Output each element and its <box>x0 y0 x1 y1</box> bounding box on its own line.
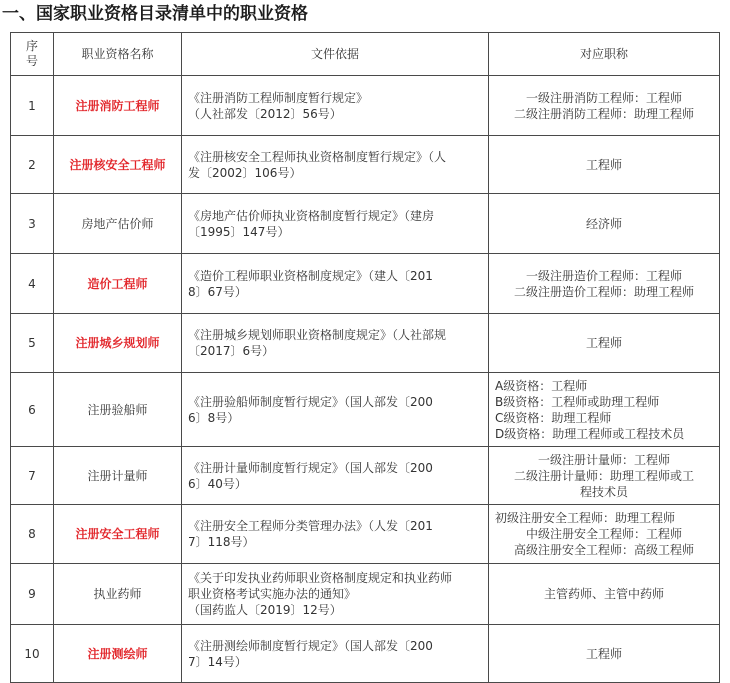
basis-line: 《关于印发执业药师职业资格制度规定和执业药师 <box>188 571 453 585</box>
basis-line: （国药监人〔2019〕12号） <box>188 603 342 617</box>
title-line: 工程师 <box>585 336 622 350</box>
basis-line: 《注册消防工程师制度暂行规定》 <box>188 90 369 105</box>
basis-line: 职业资格考试实施办法的通知》 <box>188 587 357 601</box>
corresponding-title <box>489 76 720 136</box>
basis-line: 《房地产估价师执业资格制度暂行规定》（建房 <box>188 208 435 223</box>
qualification-name: 造价工程师 <box>54 254 182 314</box>
header-basis: 文件依据 <box>182 33 489 76</box>
document-basis <box>182 194 489 254</box>
title-line: 一级注册消防工程师：工程师 <box>525 90 682 105</box>
header-index-label: 序号 <box>25 39 38 68</box>
basis-line: 6〕40号） <box>188 476 247 491</box>
corresponding-title <box>489 564 720 625</box>
section-heading: 一、国家职业资格目录清单中的职业资格 <box>2 4 308 24</box>
row-index: 2 <box>11 136 54 194</box>
document-basis <box>182 254 489 314</box>
header-index <box>11 33 54 76</box>
title-line: 程技术员 <box>579 484 628 499</box>
title-line: 工程师 <box>585 646 622 661</box>
corresponding-title <box>489 194 720 254</box>
basis-line: 7〕118号） <box>188 535 255 549</box>
basis-line: 〔1995〕147号） <box>188 224 290 239</box>
header-name: 职业资格名称 <box>54 33 182 76</box>
row-index: 9 <box>11 564 54 625</box>
document-basis <box>182 314 489 373</box>
row-index: 10 <box>11 625 54 683</box>
corresponding-title <box>489 314 720 373</box>
qualification-table <box>10 32 720 683</box>
qualification-name: 执业药师 <box>54 564 182 625</box>
title-line: 二级注册造价工程师：助理工程师 <box>513 284 694 299</box>
basis-line: 《注册验船师制度暂行规定》（国人部发〔200 <box>188 394 433 409</box>
basis-line: 《注册安全工程师分类管理办法》（人发〔201 <box>188 519 433 533</box>
title-line: 经济师 <box>585 216 622 231</box>
document-basis <box>182 505 489 564</box>
title-line: C级资格：助理工程师 <box>495 410 612 425</box>
table-row <box>11 136 720 194</box>
corresponding-title <box>489 625 720 683</box>
row-index: 3 <box>11 194 54 254</box>
table-row <box>11 76 720 136</box>
corresponding-title <box>489 447 720 505</box>
basis-line: 《造价工程师职业资格制度规定》（建人〔201 <box>188 268 433 283</box>
row-index: 4 <box>11 254 54 314</box>
qualification-name: 房地产估价师 <box>54 194 182 254</box>
title-line: 一级注册造价工程师：工程师 <box>525 268 682 283</box>
corresponding-title <box>489 136 720 194</box>
title-line: 主管药师、主管中药师 <box>543 587 664 601</box>
table-row <box>11 254 720 314</box>
title-line: 二级注册消防工程师：助理工程师 <box>513 106 694 121</box>
table-row <box>11 314 720 373</box>
table-row <box>11 625 720 683</box>
qualification-name: 注册消防工程师 <box>54 76 182 136</box>
table-row <box>11 564 720 625</box>
title-line: A级资格：工程师 <box>495 378 588 393</box>
corresponding-title <box>489 373 720 447</box>
qualification-name: 注册城乡规划师 <box>54 314 182 373</box>
title-line: 中级注册安全工程师：工程师 <box>525 527 682 541</box>
title-line: D级资格：助理工程师或工程技术员 <box>495 426 685 441</box>
row-index: 5 <box>11 314 54 373</box>
basis-line: 《注册核安全工程师执业资格制度暂行规定》（人 <box>188 149 447 164</box>
qualification-name: 注册核安全工程师 <box>54 136 182 194</box>
corresponding-title <box>489 254 720 314</box>
table-body <box>11 76 720 683</box>
title-line: 二级注册计量师：助理工程师或工 <box>513 468 694 483</box>
document-basis <box>182 625 489 683</box>
qualification-name: 注册安全工程师 <box>54 505 182 564</box>
title-line: 高级注册安全工程师：高级工程师 <box>513 543 694 557</box>
title-line: 工程师 <box>585 157 622 172</box>
table-row <box>11 194 720 254</box>
basis-line: 发〔2002〕106号） <box>188 165 302 180</box>
table-row <box>11 447 720 505</box>
document-basis <box>182 447 489 505</box>
row-index: 1 <box>11 76 54 136</box>
title-line: B级资格：工程师或助理工程师 <box>495 394 660 409</box>
document-basis <box>182 373 489 447</box>
table-row <box>11 373 720 447</box>
document-basis <box>182 564 489 625</box>
corresponding-title <box>489 505 720 564</box>
basis-line: （人社部发〔2012〕56号） <box>188 106 342 121</box>
row-index: 8 <box>11 505 54 564</box>
basis-line: 8〕67号） <box>188 284 247 299</box>
basis-line: 《注册测绘师制度暂行规定》（国人部发〔200 <box>188 638 433 653</box>
row-index: 7 <box>11 447 54 505</box>
basis-line: 《注册计量师制度暂行规定》（国人部发〔200 <box>188 460 433 475</box>
document-basis <box>182 76 489 136</box>
basis-line: 6〕8号） <box>188 410 240 425</box>
basis-line: 〔2017〕6号） <box>188 344 275 358</box>
qualification-name: 注册计量师 <box>54 447 182 505</box>
title-line: 一级注册计量师：工程师 <box>537 452 670 467</box>
title-line: 初级注册安全工程师：助理工程师 <box>495 511 676 525</box>
document-basis <box>182 136 489 194</box>
qualification-name: 注册测绘师 <box>54 625 182 683</box>
table-row <box>11 505 720 564</box>
row-index: 6 <box>11 373 54 447</box>
basis-line: 7〕14号） <box>188 654 247 669</box>
qualification-name: 注册验船师 <box>54 373 182 447</box>
table-header-row <box>11 33 720 76</box>
basis-line: 《注册城乡规划师职业资格制度规定》（人社部规 <box>188 328 447 342</box>
header-title: 对应职称 <box>489 33 720 76</box>
